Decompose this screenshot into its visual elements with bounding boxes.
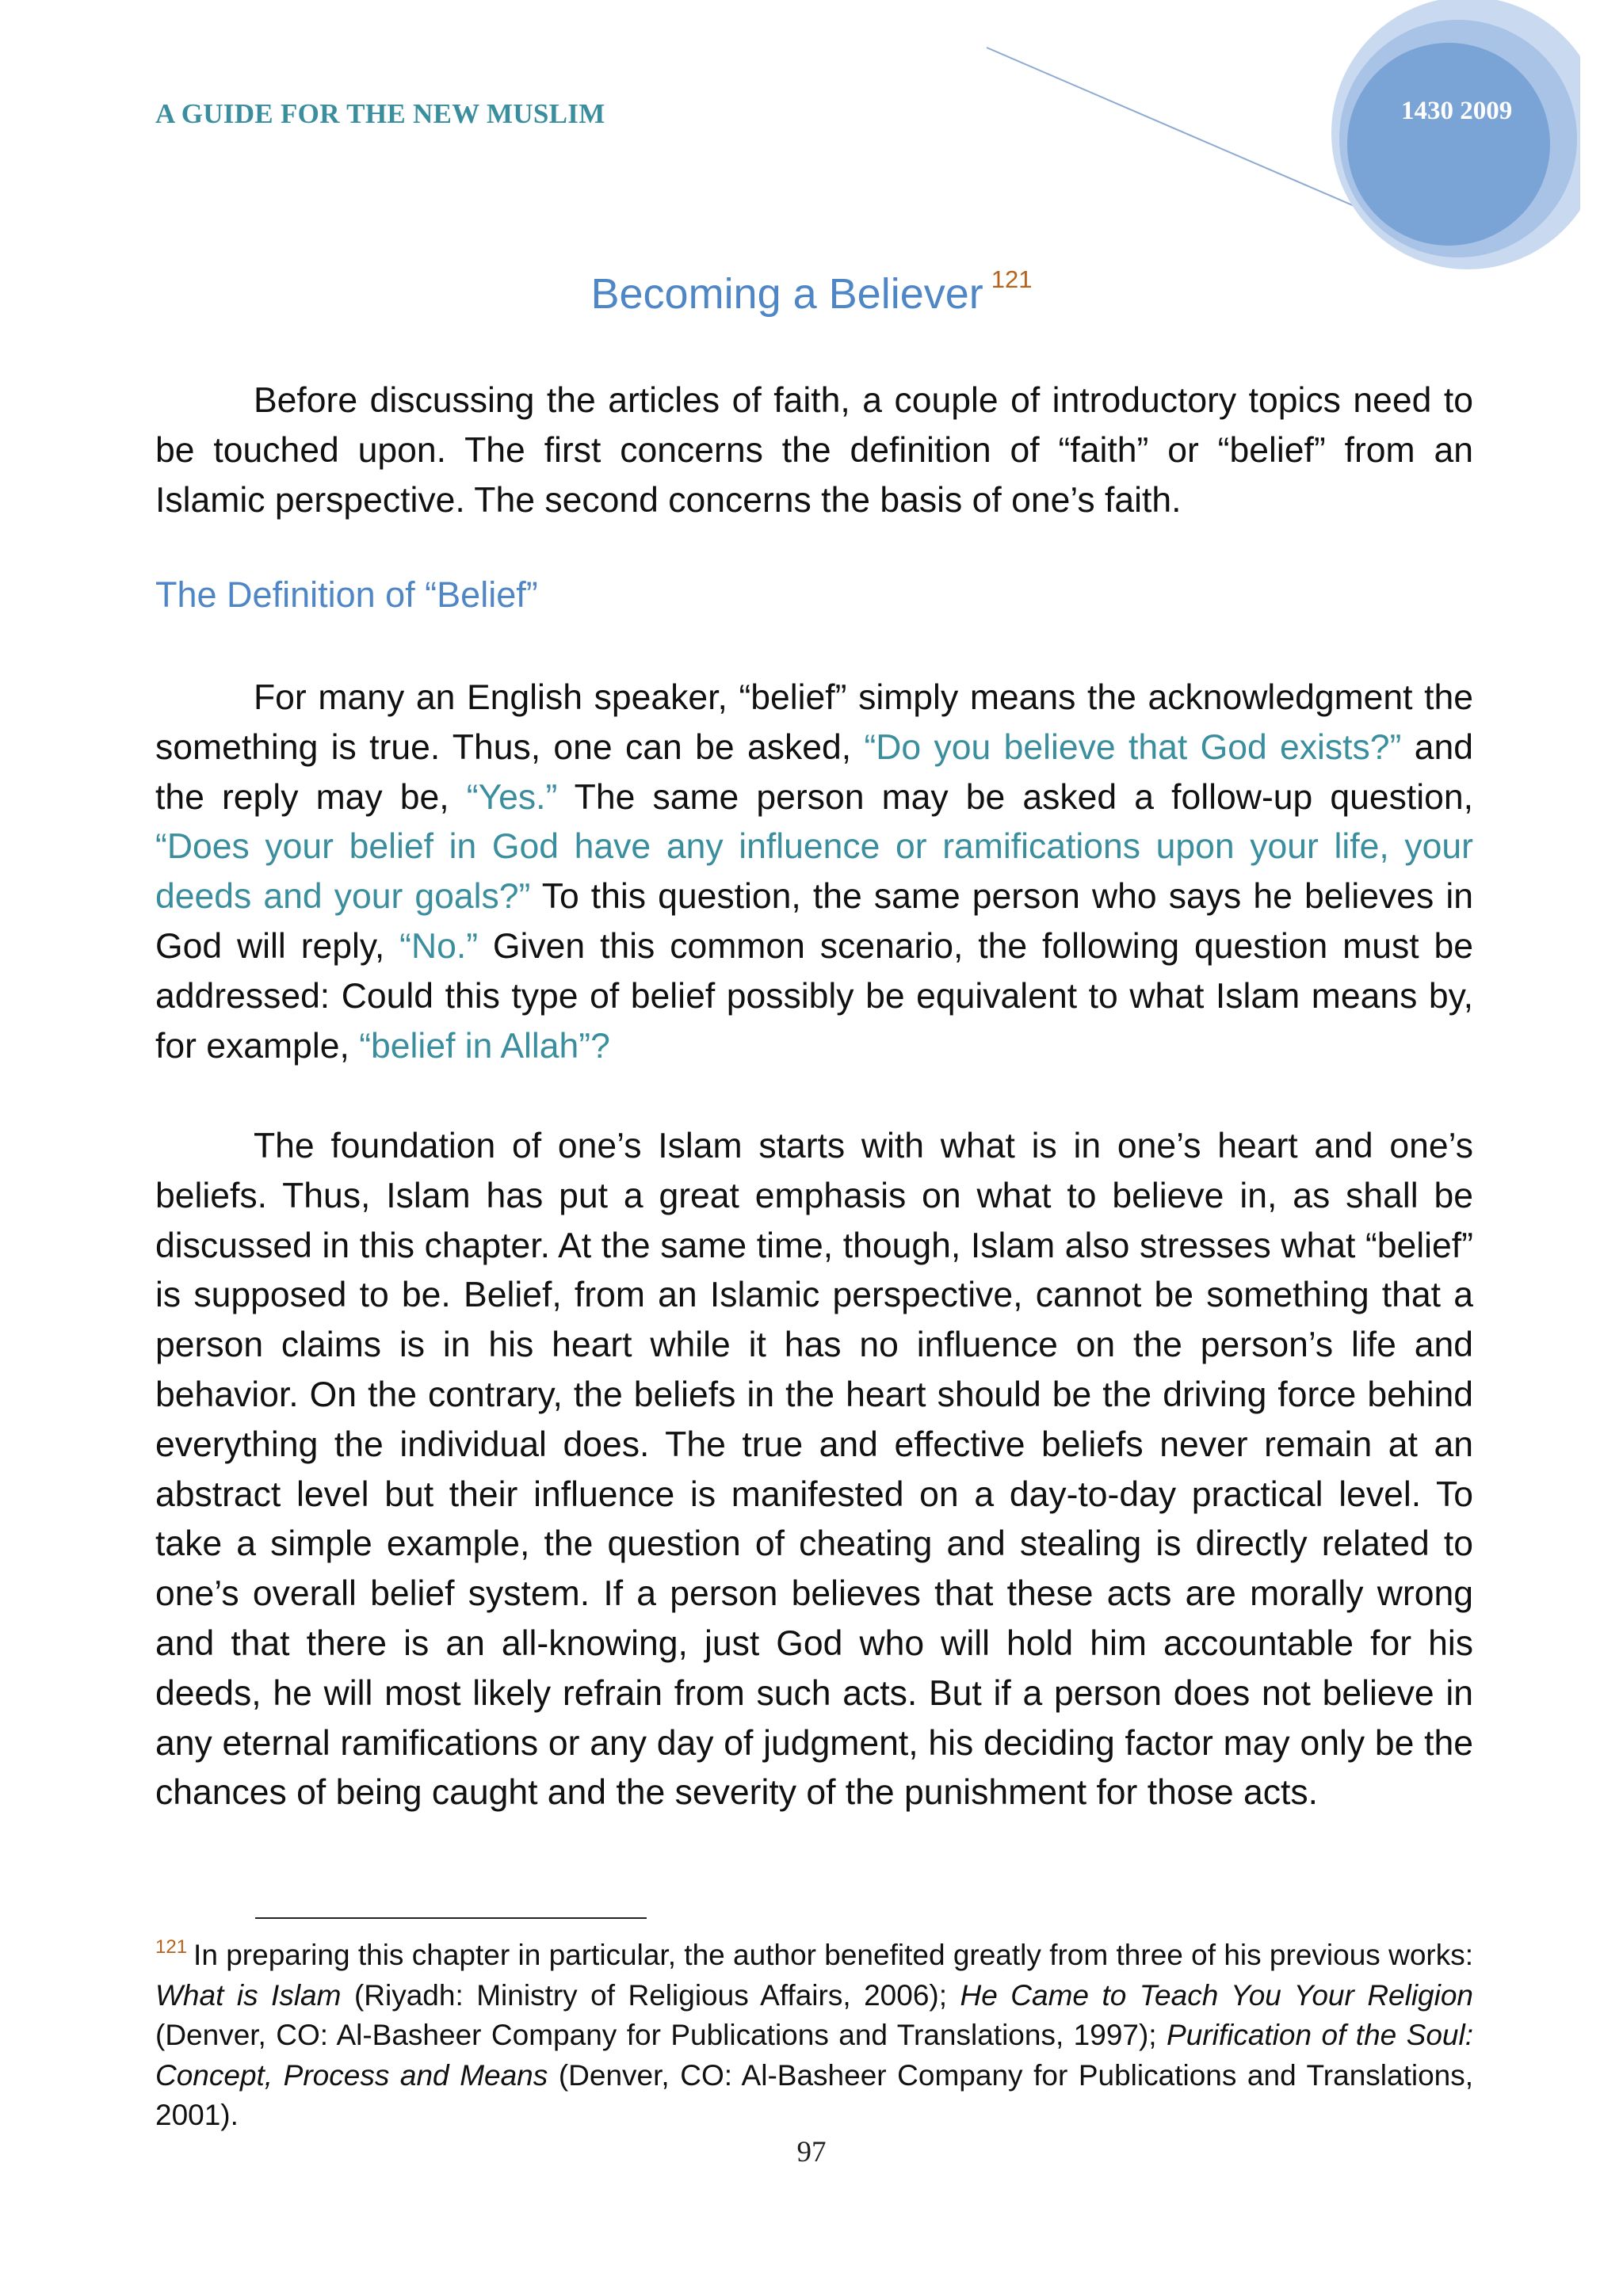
quote-highlight: “Yes.” [466,777,558,817]
header-decoration [0,0,1623,285]
footnote-text: (Denver, CO: Al-Basheer Company for Publications and Translations, 1997); [155,2019,1167,2051]
paragraph-intro: Before discussing the articles of faith, a couple of introductory topics need to be touched upon. The first concerns the definition of “faith” or “belief” from an Islamic perspective. The second concerns the basis of one’s faith. [155,381,1473,520]
running-header-title: A GUIDE FOR THE NEW MUSLIM [155,98,605,129]
paragraph-definition [155,673,1473,1071]
page-number: 97 [796,2136,827,2168]
chapter-title [0,265,1623,318]
paragraph-text: To this question, the same person who says he believes in God will reply, [155,877,1473,966]
section-heading: The Definition of “Belief” [155,574,538,615]
footnote [155,1928,1473,2136]
quote-highlight: “Do you believe that God exists?” [864,727,1402,767]
paragraph-text: Given this common scenario, the following question must be addressed: Could this type of belief possibly be equivalent to what Islam means by, for example, [155,926,1473,1066]
quote-highlight: “belief in Allah”? [359,1026,610,1066]
footnote-number: 121 [155,1936,188,1958]
paragraph-text: The same person may be asked a follow-up question, [557,777,1473,817]
footnote-text: In preparing this chapter in particular, the author benefited greatly from three of his previous works: [193,1939,1473,1971]
footnote-book-title: He Came to Teach You Your Religion [960,1978,1474,2012]
chapter-title-text: Becoming a Believer [590,270,983,318]
quote-highlight: “No.” [399,926,479,966]
footnote-book-title: Purification of the Soul: Concept, Process and Means [155,2019,1473,2092]
footnote-divider [255,1917,647,1919]
paragraph-text: and the reply may be, [155,727,1473,817]
year-badge: 1430 2009 [1401,97,1513,125]
footnote-reference[interactable]: 121 [991,265,1033,293]
quote-highlight: “Does your belief in God have any influence or ramifications upon your life, your deeds and your goals?” [155,827,1473,917]
footnote-text: (Riyadh: Ministry of Religious Affairs, 2006); [341,1978,960,2012]
paragraph-foundation: The foundation of one’s Islam starts with what is in one’s heart and one’s beliefs. Thus, Islam has put a great emphasis on what to believe in, as shall be discussed in this chapter. At the same time, though, Islam also stresses what “belief” is supposed to be. Belief, from an Islamic perspective, cannot be something that a person claims is in his heart while it has no influence on the person’s life and behavior. On the contrary, the beliefs in the heart should be the driving force behind everything the individual does. The true and effective beliefs never remain at an abstract level but their influence is manifested on a day-to-day practical level. To take a simple example, the question of cheating and stealing is directly related to one’s overall belief system. If a person believes that these acts are morally wrong and that there is an all-knowing, just God who will hold him accountable for his deeds, he will most likely refrain from such acts. But if a person does not believe in any eternal ramifications or any day of judgment, his deciding factor may only be the chances of being caught and the severity of the punishment for those acts. [155,1127,1473,1813]
paragraph-text: For many an English speaker, “belief” simply means the acknowledgment the something is true. Thus, one can be asked, [155,678,1473,767]
footnote-book-title: What is Islam [155,1978,342,2012]
footnote-text: (Denver, CO: Al-Basheer Company for Publications and Translations, 2001). [155,2058,1473,2131]
